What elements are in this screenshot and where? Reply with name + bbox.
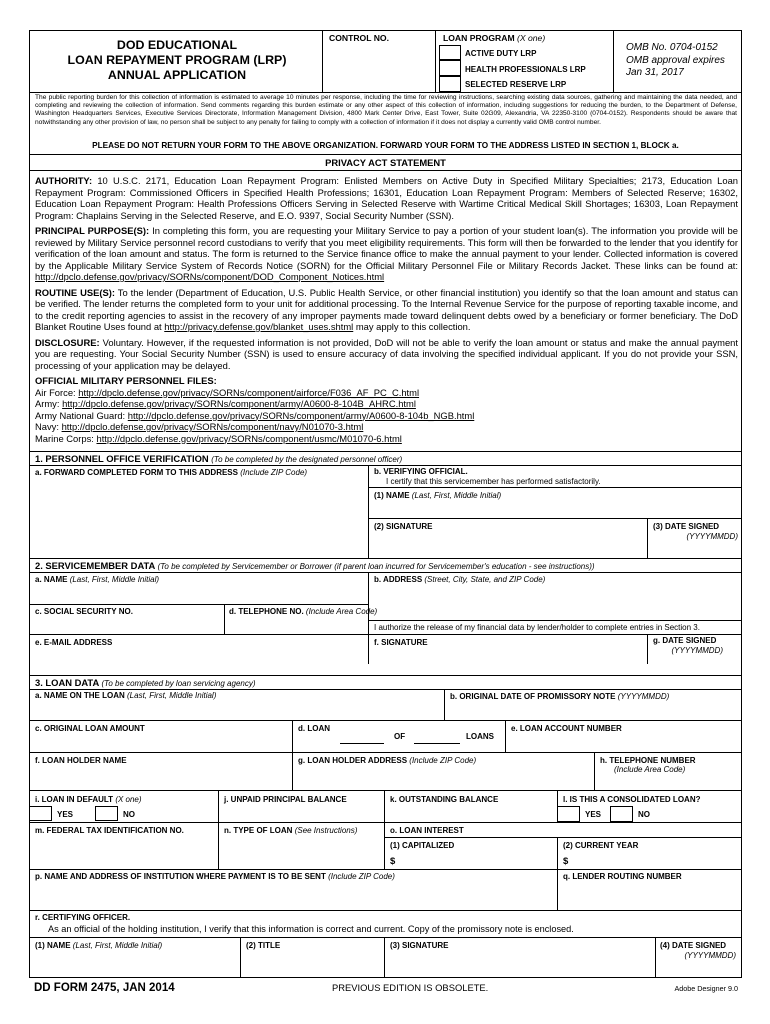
s2-date-label: g. DATE SIGNED (653, 636, 717, 645)
s3-account-number-field[interactable] (511, 736, 737, 750)
s3-officer-title-field[interactable] (246, 952, 380, 974)
s1-date-label: (3) DATE SIGNED (653, 522, 720, 531)
s3-loan-number-field[interactable] (340, 743, 384, 744)
s3-certifying-officer-label: r. CERTIFYING OFFICER. (35, 913, 131, 922)
burden-statement: The public reporting burden for this collection of information is estimated to average 10 minutes per response, including the time for reviewing instructions, searching existing data sources, gathering and maintaining the data needed, and completing and reviewing the collection of information. Send comments regarding this burden estimate or any other aspect of this collection of information, including suggestions for reducing the burden, to the Department of Defense, Washington Headquarters Services, Executive Services Directorate, Information Management Division, 4800 Mark Center Drive, East Tower, Suite 02G09, Alexandria, VA 22350-3100 (0704-0152). Respondents should be aware that notwithstanding any other provision of law, no person shall be subject to any penalty for failing to comply with a collection of information if it does not display a currently valid OMB control number. (35, 94, 737, 126)
s3-officer-date-hint: (YYYYMMDD) (684, 951, 736, 960)
purpose-paragraph: PRINCIPAL PURPOSE(S): In completing this form, you are requesting your Military Service to pay a portion of your student loan(s). The information you provide will be reviewed by Military Service personnel record custodians to verify that you meet eligibility requirements. This form will then be forwarded to the lender that you identify for verification of the loan amount and status. The form is returned to the Service finance office to make the annual payment to your lender. Collected information is covered by the Applicable Military Service System of Records Notice (SORN) for the Official Military Personnel File or Military Records Jacket. These links can be found at: http://dpclo.defense.gov/privacy/SORNs/component/DOD_Component_Notices.html (35, 225, 738, 282)
s3-institution-field[interactable] (35, 884, 550, 908)
file-link-army-guard[interactable]: Army National Guard: http://dpclo.defense.gov/privacy/SORNs/component/army/A0600-8-104b_NGB.html (35, 409, 475, 421)
s1-forward-address-label: a. FORWARD COMPLETED FORM TO THIS ADDRESS (Include ZIP Code) (35, 468, 308, 477)
title-line-2: LOAN REPAYMENT PROGRAM (LRP) (67, 53, 287, 67)
active-duty-checkbox[interactable] (439, 45, 461, 60)
s3-officer-title-label: (2) TITLE (246, 941, 281, 950)
s2-phone-label: d. TELEPHONE NO. (Include Area Code) (229, 607, 378, 616)
s3-unpaid-principal-label: j. UNPAID PRINCIPAL BALANCE (224, 795, 347, 804)
s3-officer-name-field[interactable] (35, 952, 237, 974)
s3-consolidated-yes-label: YES (585, 810, 602, 819)
title-line-3: ANNUAL APPLICATION (107, 68, 247, 82)
s1-signature-field[interactable] (372, 533, 642, 555)
s3-capitalized-label: (1) CAPITALIZED (390, 841, 455, 850)
s1-name-label: (1) NAME (Last, First, Middle Initial) (374, 491, 502, 500)
s2-address-field[interactable] (372, 586, 738, 618)
s3-consolidated-no-checkbox[interactable] (610, 806, 633, 822)
files-heading: OFFICIAL MILITARY PERSONNEL FILES: (35, 375, 217, 386)
s3-of-label: OF (394, 732, 406, 741)
s3-promissory-date-label: b. ORIGINAL DATE OF PROMISSORY NOTE (YYYYMMDD) (450, 692, 670, 701)
form-id: DD FORM 2475, JAN 2014 (34, 982, 175, 994)
s3-interest-label: o. LOAN INTEREST (390, 826, 464, 835)
health-professionals-label: HEALTH PROFESSIONALS LRP (465, 65, 586, 74)
s3-capitalized-dollar: $ (390, 856, 396, 867)
s1-forward-address-field[interactable] (35, 480, 365, 556)
selected-reserve-label: SELECTED RESERVE LRP (465, 80, 567, 89)
s2-email-label: e. E-MAIL ADDRESS (35, 638, 113, 647)
s3-routing-field[interactable] (563, 884, 738, 908)
s3-loan-total-field[interactable] (414, 743, 460, 744)
s3-consolidated-yes-checkbox[interactable] (557, 806, 580, 822)
section3-title: 3. LOAN DATA (To be completed by loan servicing agency) (35, 677, 256, 688)
s3-tax-id-field[interactable] (35, 838, 215, 866)
s3-phone-hint: (Include Area Code) (614, 765, 686, 774)
s3-current-year-label: (2) CURRENT YEAR (563, 841, 639, 850)
s3-default-yes-label: YES (57, 810, 74, 819)
file-link-marines[interactable]: Marine Corps: http://dpclo.defense.gov/privacy/SORNs/component/usmc/M01070-6.html (35, 432, 402, 444)
s3-consolidated-label: l. IS THIS A CONSOLIDATED LOAN? (563, 795, 701, 804)
section2-title: 2. SERVICEMEMBER DATA (To be completed by Servicemember or Borrower (if parent loan incurred for Servicemember's education - see instructions)) (35, 560, 595, 571)
s3-current-year-dollar: $ (563, 856, 569, 867)
loan-program-label: LOAN PROGRAM (X one) (443, 33, 546, 43)
authority-paragraph: AUTHORITY: 10 U.S.C. 2171, Education Loan Repayment Program: Enlisted Members on Active Duty in Specified Military Specialties; 2173, Education Loan Repayment Program: Commissioned Officers in Specified Health Professions; 16301, Education Loan Repayment Program: Members of Selected Reserve; 16302, Education Loan Repayment Program: Health Professions Officers Serving in Selected Reserve with Wartime Critical Medical Skill Shortages; 16303, Loan Repayment Program: Chaplains Serving in the Selected Reserve, and E.O. 9397, Social Security Number (SSN). (35, 175, 738, 221)
s1-signature-label: (2) SIGNATURE (374, 522, 433, 531)
s3-capitalized-field[interactable] (400, 853, 552, 867)
form-title (34, 38, 320, 83)
s3-original-amount-field[interactable] (35, 736, 290, 750)
control-no-label: CONTROL NO. (329, 33, 389, 43)
s2-authorize-text: I authorize the release of my financial data by lender/holder to complete entries in Section 3. (374, 623, 700, 632)
s3-loans-label: LOANS (466, 732, 494, 741)
obsolete-note: PREVIOUS EDITION IS OBSOLETE. (332, 982, 489, 993)
s3-loan-type-field[interactable] (224, 838, 379, 866)
s2-name-field[interactable] (35, 586, 365, 604)
file-link-airforce[interactable]: Air Force: http://dpclo.defense.gov/privacy/SORNs/component/airforce/F036_AF_PC_C.html (35, 386, 420, 398)
s3-account-number-label: e. LOAN ACCOUNT NUMBER (511, 724, 622, 733)
privacy-heading: PRIVACY ACT STATEMENT (325, 157, 446, 168)
s2-ssn-label: c. SOCIAL SECURITY NO. (35, 607, 133, 616)
s3-current-year-field[interactable] (573, 853, 738, 867)
s1-name-field[interactable] (372, 502, 738, 516)
privacy-body (35, 175, 738, 444)
s3-officer-date-label: (4) DATE SIGNED (660, 941, 727, 950)
title-line-1: DOD EDUCATIONAL (116, 38, 238, 52)
s1-verifying-official-label: b. VERIFYING OFFICIAL. (374, 467, 468, 476)
s3-loan-type-label: n. TYPE OF LOAN (See Instructions) (224, 826, 358, 835)
s1-certify-text: I certify that this servicemember has performed satisfactorily. (386, 477, 601, 486)
omb-expires: OMB approval expires (626, 54, 725, 66)
omb-info (626, 42, 725, 80)
s3-unpaid-principal-field[interactable] (224, 806, 379, 820)
s3-tax-id-label: m. FEDERAL TAX IDENTIFICATION NO. (35, 826, 184, 835)
s1-date-hint: (YYYYMMDD) (686, 532, 738, 541)
s3-certifying-text: As an official of the holding institution, I verify that this information is correct and current. Copy of the promissory note is enclosed. (48, 924, 574, 934)
s3-institution-label: p. NAME AND ADDRESS OF INSTITUTION WHERE PAYMENT IS TO BE SENT (Include ZIP Code) (35, 872, 395, 881)
sorn-notices-link[interactable]: http://dpclo.defense.gov/privacy/SORNs/component/DOD_Component_Notices.html (35, 271, 385, 282)
s2-date-hint: (YYYYMMDD) (671, 646, 723, 655)
s2-signature-label: f. SIGNATURE (374, 638, 428, 647)
s3-loan-label: d. LOAN (298, 724, 330, 733)
s3-outstanding-label: k. OUTSTANDING BALANCE (390, 795, 499, 804)
health-professionals-checkbox[interactable] (439, 60, 461, 76)
blanket-uses-link[interactable]: http://privacy.defense.gov/blanket_uses.shtml (164, 321, 354, 332)
s3-officer-name-label: (1) NAME (Last, First, Middle Initial) (35, 941, 163, 950)
file-link-navy[interactable]: Navy: http://dpclo.defense.gov/privacy/SORNs/component/navy/N01070-3.html (35, 421, 364, 432)
s3-officer-signature-label: (3) SIGNATURE (390, 941, 449, 950)
active-duty-label: ACTIVE DUTY LRP (465, 49, 537, 58)
file-link-army[interactable]: Army: http://dpclo.defense.gov/privacy/SORNs/component/army/A0600-8-104B_AHRC.html (35, 398, 416, 409)
s3-phone-label: h. TELEPHONE NUMBER (600, 756, 696, 765)
section1-title: 1. PERSONNEL OFFICE VERIFICATION (To be completed by the designated personnel officer) (35, 453, 403, 464)
s2-signature-field[interactable] (372, 649, 642, 663)
s3-consolidated-no-label: NO (638, 810, 650, 819)
s3-default-no-label: NO (123, 810, 135, 819)
s3-default-label: i. LOAN IN DEFAULT (X one) (35, 795, 142, 804)
s2-name-label: a. NAME (Last, First, Middle Initial) (35, 575, 160, 584)
s3-default-no-checkbox[interactable] (95, 806, 118, 821)
s3-holder-name-label: f. LOAN HOLDER NAME (35, 756, 127, 765)
omb-number: OMB No. 0704-0152 (626, 42, 718, 53)
routine-paragraph: ROUTINE USE(S): To the lender (Department of Education, U.S. Public Health Service, or other financial institution) you identify so that the loan amount and status can be verified. The lender returns the completed form to your unit for additional processing. To the Internal Revenue Service for the purpose of reporting taxable income, and to the credit reporting agencies to assist in the recovery of any improper payments made toward delinquent debts owed by a beneficiary or former beneficiary. The DoD Blanket Routine Uses found at http://privacy.defense.gov/blanket_uses.shtml may apply to this collection. (35, 286, 739, 332)
omb-date: Jan 31, 2017 (626, 67, 684, 78)
s2-ssn-field[interactable] (35, 618, 220, 632)
s3-holder-address-label: g. LOAN HOLDER ADDRESS (Include ZIP Code) (298, 756, 477, 765)
s3-outstanding-field[interactable] (390, 806, 552, 820)
s3-holder-name-field[interactable] (35, 768, 290, 788)
s3-holder-address-field[interactable] (298, 768, 590, 788)
return-warning: PLEASE DO NOT RETURN YOUR FORM TO THE ABOVE ORGANIZATION. FORWARD YOUR FORM TO THE ADDRESS LISTED IN SECTION 1, BLOCK a. (92, 141, 679, 150)
s3-default-yes-checkbox[interactable] (29, 806, 52, 821)
s3-name-label: a. NAME ON THE LOAN (Last, First, Middle Initial) (35, 691, 217, 700)
s2-phone-field[interactable] (229, 618, 364, 632)
selected-reserve-checkbox[interactable] (439, 76, 461, 92)
s2-email-field[interactable] (35, 649, 365, 663)
s3-name-field[interactable] (35, 702, 440, 718)
s3-original-amount-label: c. ORIGINAL LOAN AMOUNT (35, 724, 145, 733)
s3-officer-signature-field[interactable] (390, 952, 650, 974)
disclosure-paragraph: DISCLOSURE: Voluntary. However, if the requested information is not provided, DoD will not be able to verify the loan amount or status and make the annual payment you are requesting. Your Social Security Number (SSN) is used to ensure accuracy of data involving the specified individual applicant. If you do not provide your SSN, processing of your application may be delayed. (35, 336, 738, 371)
s3-routing-label: q. LENDER ROUTING NUMBER (563, 872, 682, 881)
s2-address-label: b. ADDRESS (Street, City, State, and ZIP Code) (374, 575, 546, 584)
software-note: Adobe Designer 9.0 (674, 984, 738, 993)
